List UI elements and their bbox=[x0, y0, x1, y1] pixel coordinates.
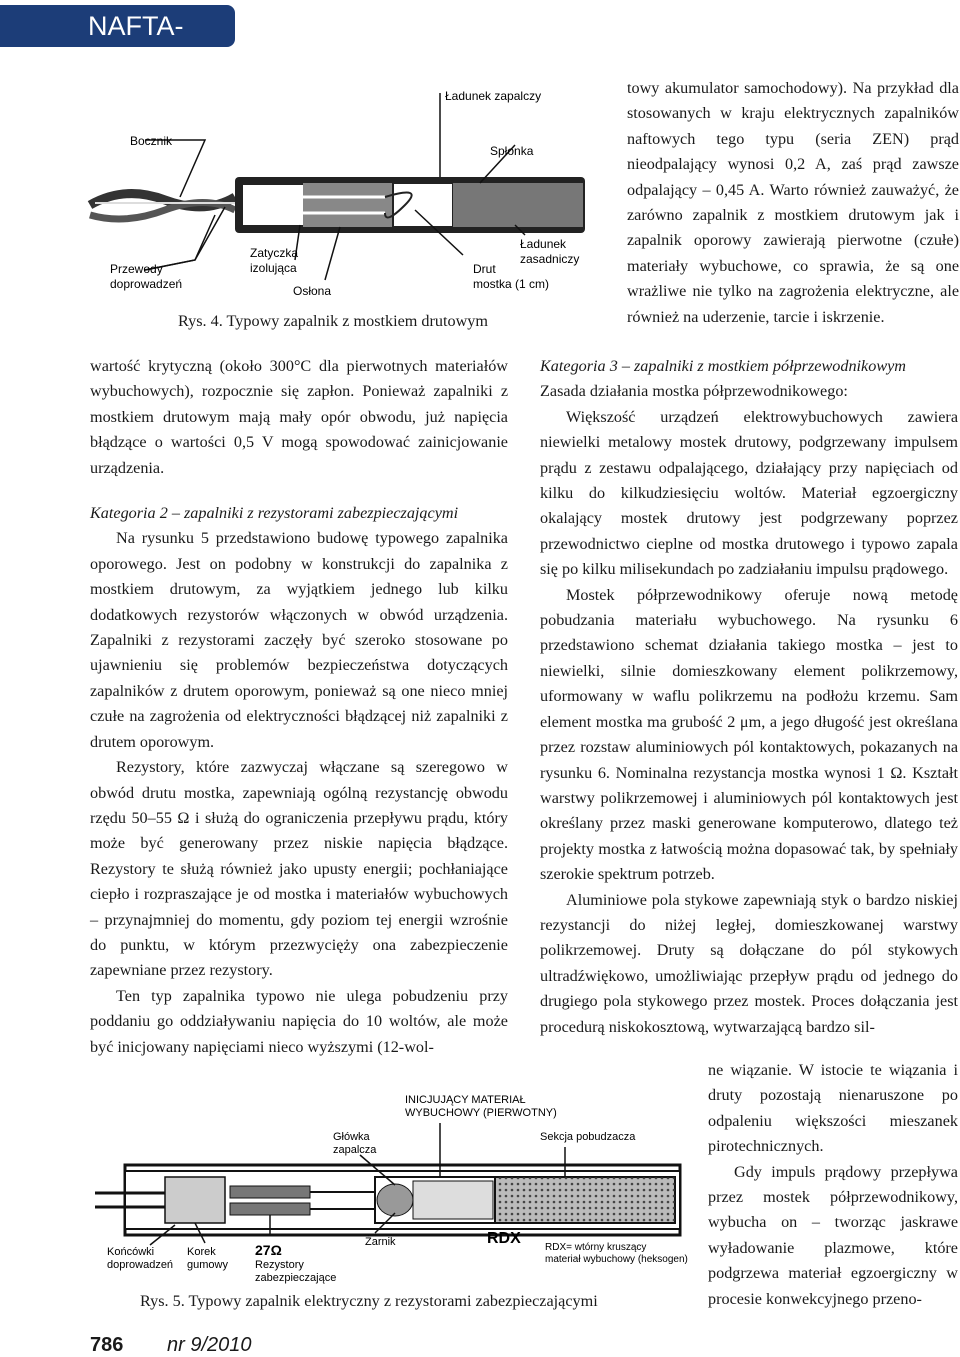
label-koncowki: Końcówki bbox=[107, 1246, 155, 1258]
right-paragraph-2: Mostek półprzewodnikowy oferuje nową metodę pobudzania materiału wybuchowego. Na rysunku 6 przedstawiono schemat działania takiego mostka – jest to niewielki, silnie domieszkowany element polikrzemowy, uformowany w waflu polikrzemu na podłożu krzemu. Sam element mostka ma grubość 2 μm, a jego długość jest określana przez rozstaw aluminiowych pól kontaktowych, pokazanych na rysunku 6. Nominalna rezystancja mostka wynosi 1 Ω. Kształt warstwy polikrzemowej i aluminiowych pól kontaktowych jest określany przez maski generowane komputerowo, dlatego też projekty mostka z łatwością można dopasować tak, by spełniały szerokie spektrum potrzeb. bbox=[540, 585, 958, 884]
left-paragraph-2: Na rysunku 5 przedstawiono budowę typowego zapalnika oporowego. Jest on podobny w konstrukcji do zapalnika z mostkiem drutowym, za wyjątkiem jednego lub kilku dodatkowych rezystorów włączonych w obwód urządzenia. Zapalniki z rezystorami zaczęły być szeroko stosowane po ujawnieniu się problemów bezpieczeństwa dotyczących zapalników z drutem oporowym, ponieważ są one nieco mniej czułe na zagrożenia od elektryczności błądzącej niż zapalniki z drutem oporowym. bbox=[90, 529, 508, 751]
category-3-heading: Kategoria 3 – zapalniki z mostkiem półprzewodnikowym bbox=[540, 357, 906, 375]
figure-5-caption: Rys. 5. Typowy zapalnik elektryczny z rezystorami zabezpieczającymi bbox=[140, 1292, 598, 1310]
label-splonka: Spłonka bbox=[490, 144, 534, 158]
left-paragraph-1: wartość krytyczną (około 300°C dla pierwotnych materiałów wybuchowych), rozpocznie się zapłon. Ponieważ zapalniki z mostkiem drutowym mają mały opór obwodu, już napięcia błądzące o wartości 0,5 V mogą spowodować zainicjowanie urządzenia. bbox=[90, 357, 508, 477]
left-paragraph-4: Ten typ zapalnika typowo nie ulega pobudzeniu przy poddaniu go oddziaływaniu napięcia do 10 woltów, ale może być inicjowany napięciami nieco wyższymi (12-wol- bbox=[90, 986, 508, 1056]
label-koncowki-2: doprowadzeń bbox=[107, 1259, 174, 1271]
label-przewody-2: doprowadzeń bbox=[110, 277, 183, 291]
label-rezystory-2: zabezpieczające bbox=[255, 1272, 337, 1284]
label-inicjujacy: INICJUJĄCY MATERIAŁ bbox=[405, 1094, 526, 1106]
right-paragraph-3-cont: ne wiązanie. W istocie te wiązania i druty pozostają nienaruszone po odpaleniu większości mieszanek pirotechnicznych. bbox=[708, 1061, 958, 1156]
label-drut-2: mostka (1 cm) bbox=[473, 277, 550, 291]
label-przewody: Przewody bbox=[110, 262, 163, 276]
label-glowka-2: zapalcza bbox=[333, 1144, 377, 1156]
figure-4-diagram bbox=[85, 85, 605, 305]
label-ladunek-zasadniczy: Ładunek bbox=[520, 237, 567, 251]
label-inicjujacy-2: WYBUCHOWY (PIERWOTNY) bbox=[405, 1107, 557, 1119]
label-zarnik: Żarnik bbox=[365, 1236, 396, 1248]
right-paragraph-1: Większość urządzeń elektrowybuchowych zawiera niewielki metalowy mostek drutowy, podgrzewany impulsem prądu z zestawu odpalającego, działający przy napięciach od kilku do kilkudziesięciu woltów. Materiał egzoergiczny okalający mostek drutowy jest podgrzewany poprzez przewodnictwo cieplne od mostka drutowego i typowo zapala się po kilku milisekundach po zadziałaniu impulsu prądowego. bbox=[540, 407, 958, 579]
journal-title: NAFTA-GAZ bbox=[88, 11, 184, 72]
label-zatyczka-2: izolująca bbox=[250, 261, 297, 275]
issue-number: nr 9/2010 bbox=[167, 1334, 252, 1356]
label-zatyczka: Zatyczka bbox=[250, 246, 299, 260]
right-narrow-column bbox=[708, 1058, 958, 1312]
label-drut: Drut bbox=[473, 262, 496, 276]
label-rezystory: Rezystory bbox=[255, 1259, 304, 1271]
page-number: 786 bbox=[90, 1334, 124, 1356]
label-rdx: RDX bbox=[487, 1230, 521, 1247]
label-ladunek-zasadniczy-2: zasadniczy bbox=[520, 252, 580, 266]
label-ladunek-zapalczy: Ładunek zapalczy bbox=[445, 89, 542, 103]
label-korek: Korek bbox=[187, 1246, 216, 1258]
label-rdx-note-2: materiał wybuchowy (heksogen) bbox=[545, 1254, 688, 1265]
label-rez-value: 27Ω bbox=[255, 1242, 282, 1258]
label-sekcja: Sekcja pobudzacza bbox=[540, 1131, 636, 1143]
right-paragraph-3: Aluminiowe pola stykowe zapewniają styk o bardzo niskiej rezystancji do niżej ległej, domieszkowanej warstwy polikrzemowej. Druty są dołączane do pól stykowych ultradźwiękowo, umożliwiając przepływ prądu od jednego do drugiego pola stykowego przez mostek. Proces dołączania jest procedurą niskokosztową, wytwarzającą bardzo sil- bbox=[540, 890, 958, 1036]
label-glowka: Główka bbox=[333, 1131, 370, 1143]
right-top-paragraph-1: towy akumulator samochodowy). Na przykład dla stosowanych w kraju elektrycznych zapalników naftowych tego typu (seria ZEN) prąd nieodpalający wynosi 0,2 A, zaś prąd zawsze odpalający – 0,45 A. Warto również zauważyć, że zarówno zapalnik z mostkiem drutowym jak i zapalnik oporowy zawierają pierwotne (czułe) materiały wybuchowe, co sprawia, że są one wrażliwe nie tylko na zagrożenia elektryczne, ale również na uderzenie, tarcie i iskrzenie. bbox=[627, 79, 959, 326]
journal-header bbox=[0, 5, 235, 72]
right-intro: Zasada działania mostka półprzewodnikowego: bbox=[540, 382, 848, 401]
left-paragraph-3: Rezystory, które zazwyczaj włączane są szeregowo w obwód drutu mostka, zapewniają ogólną rezystancję obwodu rzędu 50–55 Ω i służą do ograniczenia przepływu prądu, który może być generowany przez niskie napięcia błądzące. Rezystory te służą również jako upusty energii; pochłaniające ciepło i rozpraszające je od mostka i materiałów wybuchowych – przynajmniej do momentu, gdy poziom tej energii wzrośnie do punktu, w którym przezwycięży ona zabezpieczenie zapewniane przez rezystory. bbox=[90, 758, 508, 980]
right-paragraph-4: Gdy impuls prądowy przepływa przez mostek półprzewodnikowy, wybucha on – tworząc jaskrawe wyładowanie plazmowe, które podgrzewa materiał egzoergiczny w procesie konwekcyjnego przeno- bbox=[708, 1162, 958, 1308]
label-bocznik: Bocznik bbox=[130, 134, 173, 148]
label-rdx-note: RDX= wtórny kruszący bbox=[545, 1242, 647, 1253]
left-column bbox=[90, 354, 508, 1060]
figure-5-diagram bbox=[95, 1085, 695, 1285]
category-2-heading: Kategoria 2 – zapalniki z rezystorami zabezpieczającymi bbox=[90, 504, 459, 523]
label-oslona: Osłona bbox=[293, 284, 332, 298]
right-column bbox=[540, 354, 958, 1040]
label-korek-2: gumowy bbox=[187, 1259, 228, 1271]
right-top-column bbox=[627, 76, 959, 330]
figure-4-caption: Rys. 4. Typowy zapalnik z mostkiem drutowym bbox=[178, 312, 488, 330]
